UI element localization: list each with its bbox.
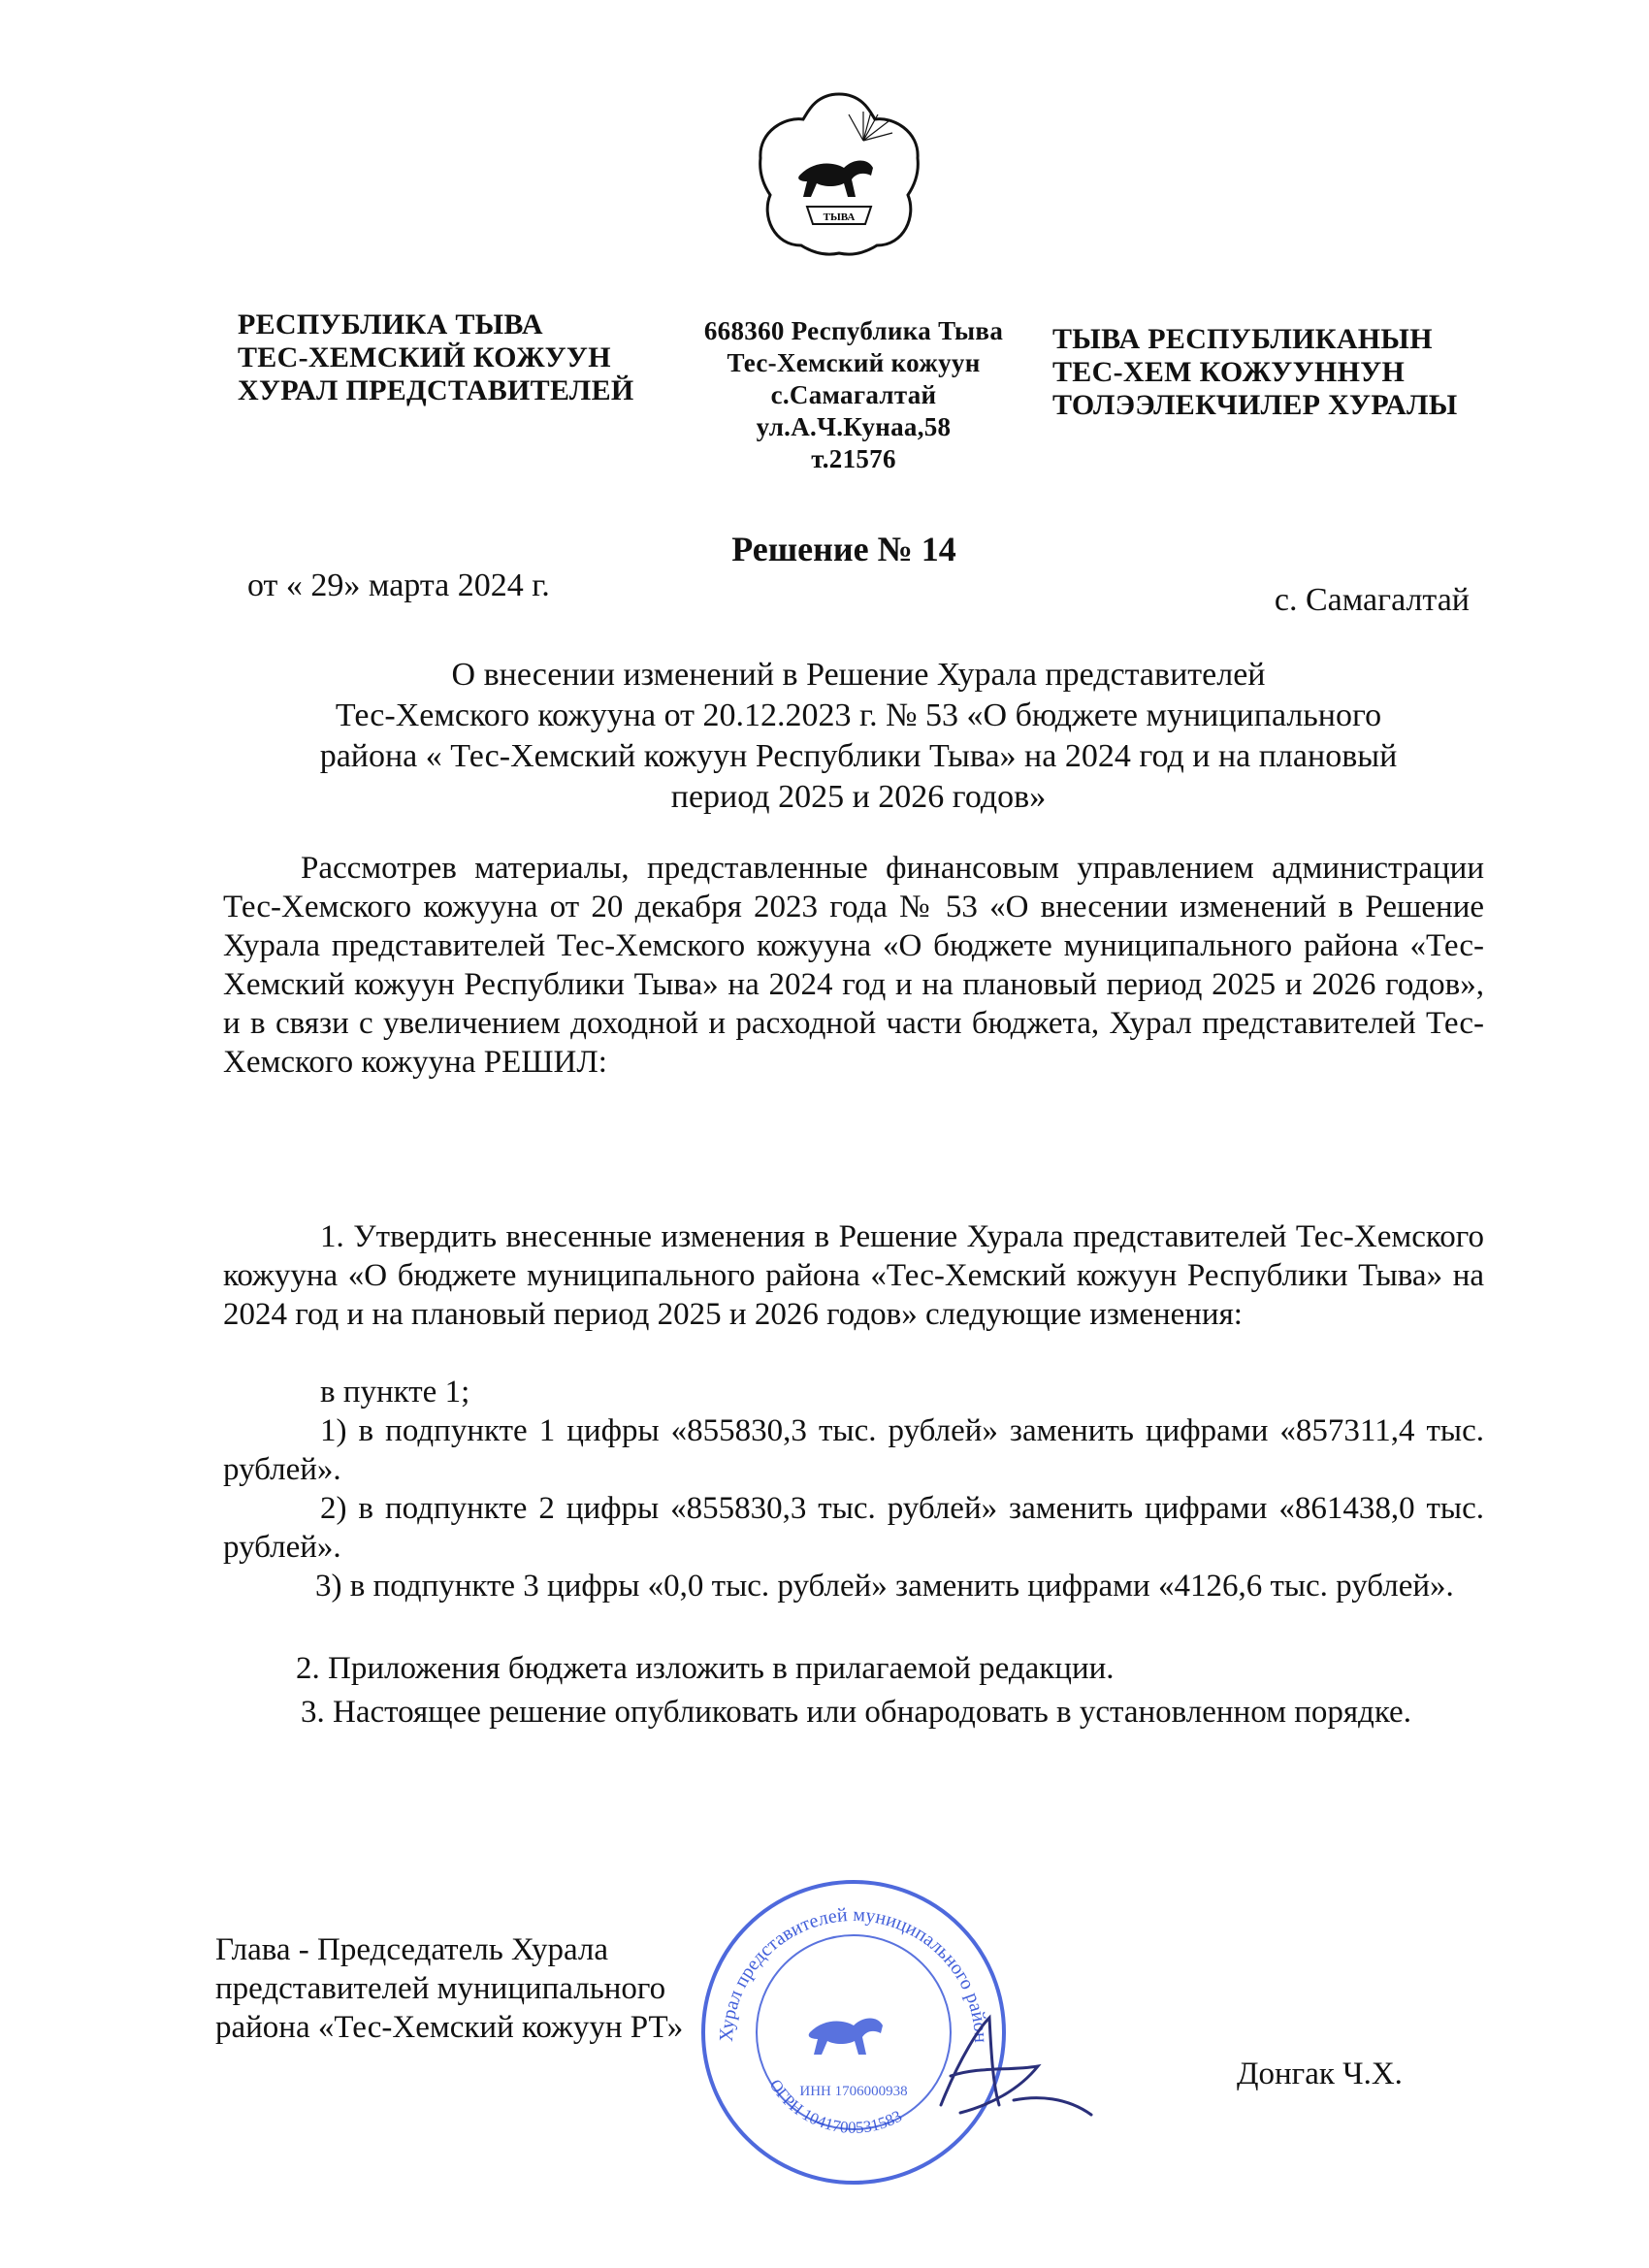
sub-item-2: 2) в подпункте 2 цифры «855830,3 тыс. рублей» заменить цифрами «861438,0 тыс. рублей». bbox=[223, 1491, 1484, 1565]
handwritten-signature bbox=[922, 1998, 1096, 2134]
address-line: ул.А.Ч.Кунаа,58 bbox=[756, 412, 952, 441]
subject-line: период 2025 и 2026 годов» bbox=[670, 779, 1047, 815]
subject-line: района « Тес-Хемский кожуун Республики Тыва» на 2024 год и на плановый bbox=[319, 738, 1398, 774]
signatory-position bbox=[215, 1930, 836, 2047]
header-left-line: РЕСПУБЛИКА ТЫВА bbox=[238, 308, 543, 340]
position-line: Глава - Председатель Хурала bbox=[215, 1932, 608, 1967]
header-right-line: ТОЛЭЭЛЕКЧИЛЕР ХУРАЛЫ bbox=[1052, 389, 1458, 421]
sub-item-1: 1) в подпункте 1 цифры «855830,3 тыс. рублей» заменить цифрами «857311,4 тыс. рублей». bbox=[223, 1413, 1484, 1487]
position-line: района «Тес-Хемский кожуун РТ» bbox=[215, 2010, 684, 2045]
address-line: Тес-Хемский кожуун bbox=[727, 348, 981, 377]
header-left-line: ТЕС-ХЕМСКИЙ КОЖУУН bbox=[238, 341, 611, 373]
header-right-line: ТЕС-ХЕМ КОЖУУННУН bbox=[1052, 356, 1406, 388]
document-subject bbox=[223, 655, 1494, 818]
signatory-name: Донгак Ч.Х. bbox=[1237, 2057, 1403, 2091]
signature-graphic bbox=[922, 1998, 1096, 2134]
svg-text:ИНН 1706000938: ИНН 1706000938 bbox=[799, 2084, 908, 2099]
item-1: 1. Утвердить внесенные изменения в Решение Хурала представителей Тес-Хемского кожууна «О бюджете муниципального района «Тес-Хемский кожуун Республики Тыва» на 2024 год и на плановый период 2025 и 2026 годов» следующие изменения: bbox=[223, 1219, 1484, 1332]
svg-text:ОГРН 1041700531583: ОГРН 1041700531583 bbox=[765, 2076, 905, 2137]
intro-paragraph: Рассмотрев материалы, представленные финансовым управлением администрации Тес-Хемского кожууна от 20 декабря 2023 года № 53 «О внесении изменений в Решение Хурала представителей Тес-Хемского кожууна «О бюджете муниципального района «Тес-Хемский кожуун Республики Тыва» на 2024 год и на плановый период 2025 и 2026 годов», и в связи с увеличением доходной и расходной части бюджета, Хурал представителей Тес-Хемского кожууна РЕШИЛ: bbox=[223, 851, 1484, 1080]
document-place: с. Самагалтай bbox=[1274, 582, 1470, 618]
subject-line: Тес-Хемского кожууна от 20.12.2023 г. № 53 «О бюджете муниципального bbox=[335, 697, 1382, 733]
emblem bbox=[747, 82, 931, 267]
svg-text:Хурал представителей муниципал: Хурал представителей муниципального район bbox=[715, 1903, 992, 2044]
emblem-caption: ТЫВА bbox=[823, 211, 856, 223]
header-right bbox=[1052, 323, 1518, 422]
header-address bbox=[669, 315, 1038, 475]
item-2: 2. Приложения бюджета изложить в прилагаемой редакции. bbox=[296, 1651, 1115, 1686]
header-left bbox=[238, 308, 664, 407]
address-line: 668360 Республика Тыва bbox=[703, 316, 1004, 345]
item-3: 3. Настоящее решение опубликовать или обнародовать в установленном порядке. bbox=[301, 1695, 1411, 1730]
address-line: т.21576 bbox=[811, 444, 896, 473]
header-left-line: ХУРАЛ ПРЕДСТАВИТЕЛЕЙ bbox=[238, 374, 634, 406]
sub-item-3: 3) в подпункте 3 цифры «0,0 тыс. рублей» заменить цифрами «4126,6 тыс. рублей». bbox=[315, 1569, 1454, 1604]
address-line: с.Самагалтай bbox=[770, 380, 937, 409]
header-right-line: ТЫВА РЕСПУБЛИКАНЫН bbox=[1052, 323, 1433, 355]
document-date: от « 29» марта 2024 г. bbox=[247, 567, 550, 603]
position-line: представителей муниципального bbox=[215, 1971, 666, 2006]
point-reference: в пункте 1; bbox=[320, 1375, 470, 1409]
document-title: Решение № 14 bbox=[731, 530, 956, 568]
subject-line: О внесении изменений в Решение Хурала представителей bbox=[451, 657, 1266, 693]
emblem-graphic bbox=[747, 82, 931, 267]
